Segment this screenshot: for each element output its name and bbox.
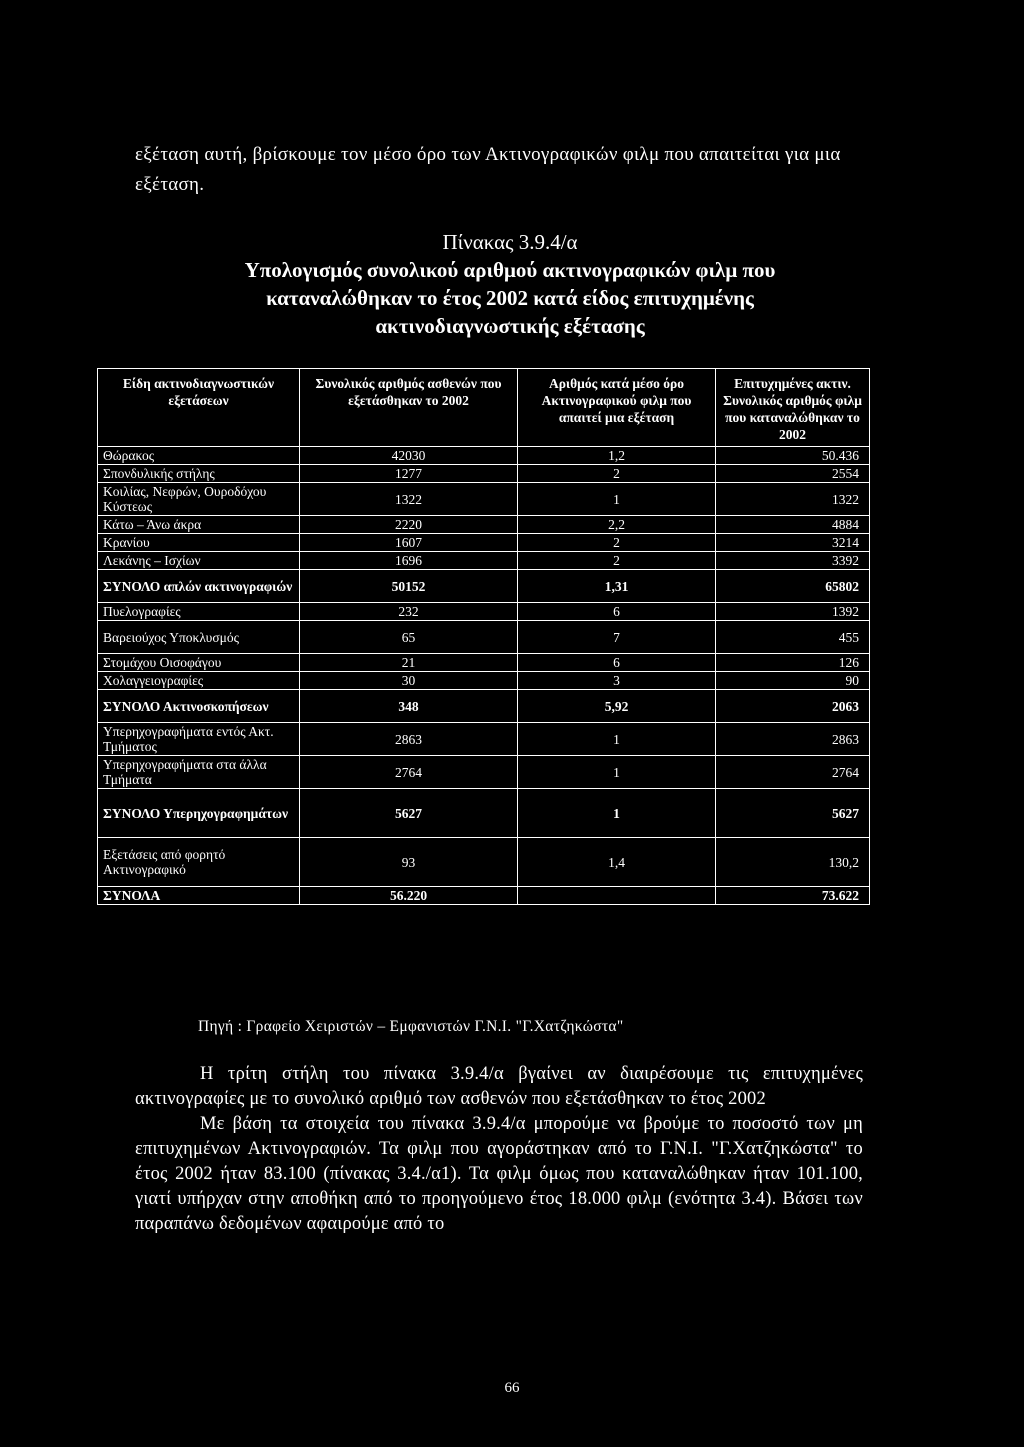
- row-label: ΣΥΝΟΛΟ Υπερηχογραφημάτων: [98, 789, 300, 838]
- row-avg: 2,2: [518, 516, 716, 534]
- row-avg: 2: [518, 534, 716, 552]
- table-row: [98, 465, 870, 483]
- row-patients: 65: [300, 621, 518, 654]
- row-patients: 56.220: [300, 887, 518, 905]
- row-total: 65802: [716, 570, 870, 603]
- row-patients: 1277: [300, 465, 518, 483]
- table-caption: [90, 228, 930, 340]
- header-patients: Συνολικός αριθμός ασθενών που εξετάσθηκαν το 2002: [300, 369, 518, 447]
- row-avg: 7: [518, 621, 716, 654]
- row-patients: 1696: [300, 552, 518, 570]
- row-avg: 6: [518, 603, 716, 621]
- table-row: [98, 621, 870, 654]
- row-avg: 1,4: [518, 838, 716, 887]
- row-label: ΣΥΝΟΛΟ Ακτινοσκοπήσεων: [98, 690, 300, 723]
- row-label: Πυελογραφίες: [98, 603, 300, 621]
- table-source: Πηγή : Γραφείο Χειριστών – Εμφανιστών Γ.Ν.Ι. "Γ.Χατζηκώστα": [198, 1018, 624, 1035]
- row-avg: 5,92: [518, 690, 716, 723]
- header-total-films: Επιτυχημένες ακτιν. Συνολικός αριθμός φιλμ που καταναλώθηκαν το 2002: [716, 369, 870, 447]
- row-total: 73.622: [716, 887, 870, 905]
- table-title-line-1: Υπολογισμός συνολικού αριθμού ακτινογραφικών φιλμ που: [244, 258, 776, 282]
- row-label: Στομάχου Οισοφάγου: [98, 654, 300, 672]
- row-avg: 1,31: [518, 570, 716, 603]
- table-row: [98, 552, 870, 570]
- row-avg: 1,2: [518, 447, 716, 465]
- header-avg-films: Αριθμός κατά μέσο όρο Ακτινογραφικού φιλμ που απαιτεί μια εξέταση: [518, 369, 716, 447]
- row-patients: 93: [300, 838, 518, 887]
- row-label: Κοιλίας, Νεφρών, Ουροδόχου Κύστεως: [98, 483, 300, 516]
- row-avg: 2: [518, 465, 716, 483]
- row-patients: 30: [300, 672, 518, 690]
- row-label: Εξετάσεις από φορητό Ακτινογραφικό: [98, 838, 300, 887]
- row-total: 130,2: [716, 838, 870, 887]
- table-row: [98, 672, 870, 690]
- body-text: [135, 1062, 863, 1237]
- row-label: Θώρακος: [98, 447, 300, 465]
- row-avg: 1: [518, 483, 716, 516]
- table-row: [98, 723, 870, 756]
- row-total: 2863: [716, 723, 870, 756]
- row-label: Υπερηχογραφήματα εντός Ακτ. Τμήματος: [98, 723, 300, 756]
- table-row: [98, 838, 870, 887]
- row-total: 3214: [716, 534, 870, 552]
- films-table: [97, 368, 870, 905]
- table-row: [98, 483, 870, 516]
- table-row: [98, 756, 870, 789]
- row-patients: 2764: [300, 756, 518, 789]
- row-patients: 1607: [300, 534, 518, 552]
- row-total: 1322: [716, 483, 870, 516]
- row-total: 126: [716, 654, 870, 672]
- row-patients: 42030: [300, 447, 518, 465]
- table-row: [98, 654, 870, 672]
- page-number: 66: [504, 1380, 520, 1396]
- row-patients: 232: [300, 603, 518, 621]
- row-avg: 1: [518, 789, 716, 838]
- table-row: [98, 887, 870, 905]
- row-label: ΣΥΝΟΛΟ απλών ακτινογραφιών: [98, 570, 300, 603]
- row-avg: 6: [518, 654, 716, 672]
- row-patients: 1322: [300, 483, 518, 516]
- table-row: [98, 603, 870, 621]
- row-patients: 21: [300, 654, 518, 672]
- row-patients: 2220: [300, 516, 518, 534]
- row-total: 50.436: [716, 447, 870, 465]
- row-patients: 5627: [300, 789, 518, 838]
- row-total: 1392: [716, 603, 870, 621]
- row-label: Λεκάνης – Ισχίων: [98, 552, 300, 570]
- row-label: Βαρειούχος Υποκλυσμός: [98, 621, 300, 654]
- row-total: 455: [716, 621, 870, 654]
- paragraph-2: Με βάση τα στοιχεία του πίνακα 3.9.4/α μπορούμε να βρούμε το ποσοστό των μη επιτυχημένων Ακτινογραφιών. Τα φιλμ που αγοράστηκαν από το Γ.Ν.Ι. "Γ.Χατζηκώστα" το έτος 2002 ήταν 83.100 (πίνακας 3.4./α1). Τα φιλμ όμως που καταναλώθηκαν ήταν 101.100, γιατί υπήρχαν στην αποθήκη από το προηγούμενο έτος 18.000 φιλμ (ενότητα 3.4). Βάσει των παραπάνω δεδομένων αφαιρούμε από το: [135, 1114, 863, 1234]
- row-patients: 2863: [300, 723, 518, 756]
- row-avg: 1: [518, 723, 716, 756]
- row-label: Κάτω – Άνω άκρα: [98, 516, 300, 534]
- table-row: [98, 534, 870, 552]
- table-row: [98, 447, 870, 465]
- table-row: [98, 789, 870, 838]
- row-patients: 348: [300, 690, 518, 723]
- row-total: 4884: [716, 516, 870, 534]
- row-total: 3392: [716, 552, 870, 570]
- row-label: ΣΥΝΟΛΑ: [98, 887, 300, 905]
- row-total: 90: [716, 672, 870, 690]
- row-total: 2554: [716, 465, 870, 483]
- table-title-line-3: ακτινοδιαγνωστικής εξέτασης: [375, 314, 645, 338]
- row-total: 2063: [716, 690, 870, 723]
- row-avg: 3: [518, 672, 716, 690]
- table-row: [98, 690, 870, 723]
- row-label: Σπονδυλικής στήλης: [98, 465, 300, 483]
- paragraph-1: Η τρίτη στήλη του πίνακα 3.9.4/α βγαίνει αν διαιρέσουμε τις επιτυχημένες ακτινογραφίες με το συνολικό αριθμό των ασθενών που εξετάσθηκαν το έτος 2002: [135, 1064, 863, 1109]
- table-number: Πίνακας 3.9.4/α: [442, 230, 578, 254]
- row-label: Χολαγγειογραφίες: [98, 672, 300, 690]
- row-total: 2764: [716, 756, 870, 789]
- row-patients: 50152: [300, 570, 518, 603]
- table-row: [98, 516, 870, 534]
- table-row: [98, 570, 870, 603]
- header-exam-type: Είδη ακτινοδιαγνωστικών εξετάσεων: [98, 369, 300, 447]
- intro-paragraph: εξέταση αυτή, βρίσκουμε τον μέσο όρο των Ακτινογραφικών φιλμ που απαιτείται για μια εξέταση.: [135, 144, 841, 195]
- row-avg: [518, 887, 716, 905]
- row-avg: 1: [518, 756, 716, 789]
- row-label: Υπερηχογραφήματα στα άλλα Τμήματα: [98, 756, 300, 789]
- row-avg: 2: [518, 552, 716, 570]
- row-total: 5627: [716, 789, 870, 838]
- table-header-row: [98, 369, 870, 447]
- table-title-line-2: καταναλώθηκαν το έτος 2002 κατά είδος επιτυχημένης: [266, 286, 754, 310]
- row-label: Κρανίου: [98, 534, 300, 552]
